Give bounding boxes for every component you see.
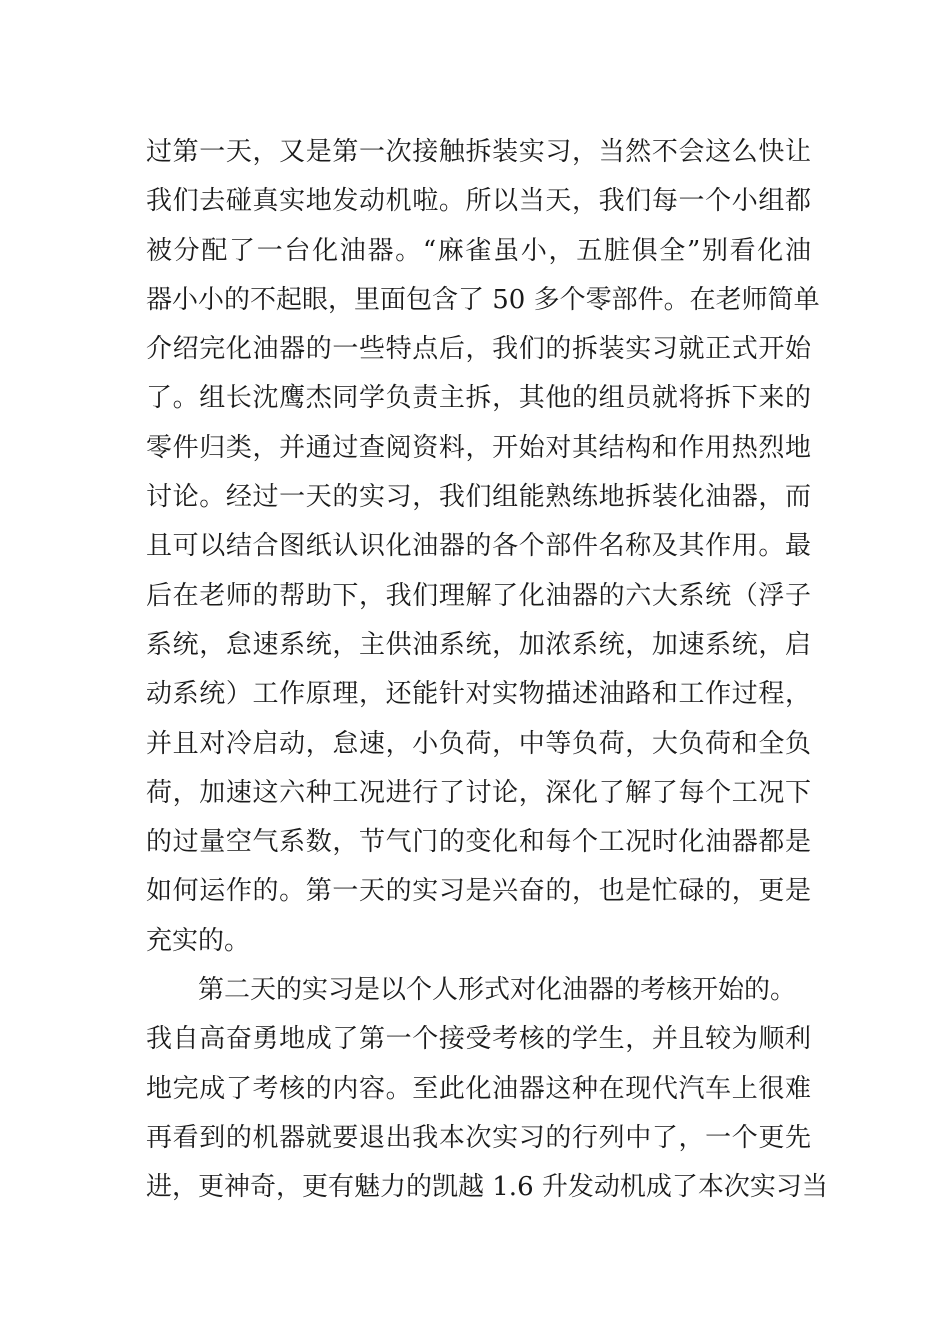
text-line: 再看到的机器就要退出我本次实习的行列中了，一个更先: [146, 1122, 811, 1153]
text-line: 地完成了考核的内容。至此化油器这种在现代汽车上很难: [146, 1073, 811, 1104]
text-line: 荷，加速这六种工况进行了讨论，深化了解了每个工况下: [146, 777, 811, 808]
text-line: 介绍完化油器的一些特点后，我们的拆装实习就正式开始: [146, 334, 811, 365]
text-line: 过第一天，又是第一次接触拆装实习，当然不会这么快让: [146, 137, 811, 167]
text-line: 讨论。经过一天的实习，我们组能熟练地拆装化油器，而: [146, 482, 811, 513]
paragraph-1: [146, 128, 820, 966]
text-line: 了。组长沈鹰杰同学负责主拆，其他的组员就将拆下来的: [146, 383, 811, 414]
paragraph-2: [146, 966, 828, 1212]
text-line: 我自高奋勇地成了第一个接受考核的学生，并且较为顺利: [146, 1024, 811, 1055]
text-line: 零件归类，并通过查阅资料，开始对其结构和作用热烈地: [146, 432, 811, 463]
text-line: 的过量空气系数，节气门的变化和每个工况时化油器都是: [146, 827, 811, 858]
text-line: 被分配了一台化油器。“麻雀虽小，五脏俱全”别看化油: [146, 235, 811, 266]
text-line: 且可以结合图纸认识化油器的各个部件名称及其作用。最: [146, 531, 811, 562]
body-text: [146, 128, 828, 1213]
text-line: 充实的。: [146, 925, 251, 956]
text-line: 第二天的实习是以个人形式对化油器的考核开始的。: [198, 975, 797, 1006]
text-line: 系统，怠速系统，主供油系统，加浓系统，加速系统，启: [146, 629, 811, 660]
text-line: 动系统）工作原理，还能针对实物描述油路和工作过程，: [146, 679, 811, 710]
text-line: 器小小的不起眼，里面包含了 50 多个零部件。在老师简单: [146, 284, 820, 315]
text-line: 我们去碰真实地发动机啦。所以当天，我们每一个小组都: [146, 186, 811, 217]
text-line: 如何运作的。第一天的实习是兴奋的，也是忙碌的，更是: [146, 876, 811, 907]
text-line: 后在老师的帮助下，我们理解了化油器的六大系统（浮子: [146, 580, 811, 611]
text-line: 并且对冷启动，怠速，小负荷，中等负荷，大负荷和全负: [146, 728, 811, 759]
text-line: 进，更神奇，更有魅力的凯越 1.6 升发动机成了本次实习当: [146, 1172, 828, 1203]
